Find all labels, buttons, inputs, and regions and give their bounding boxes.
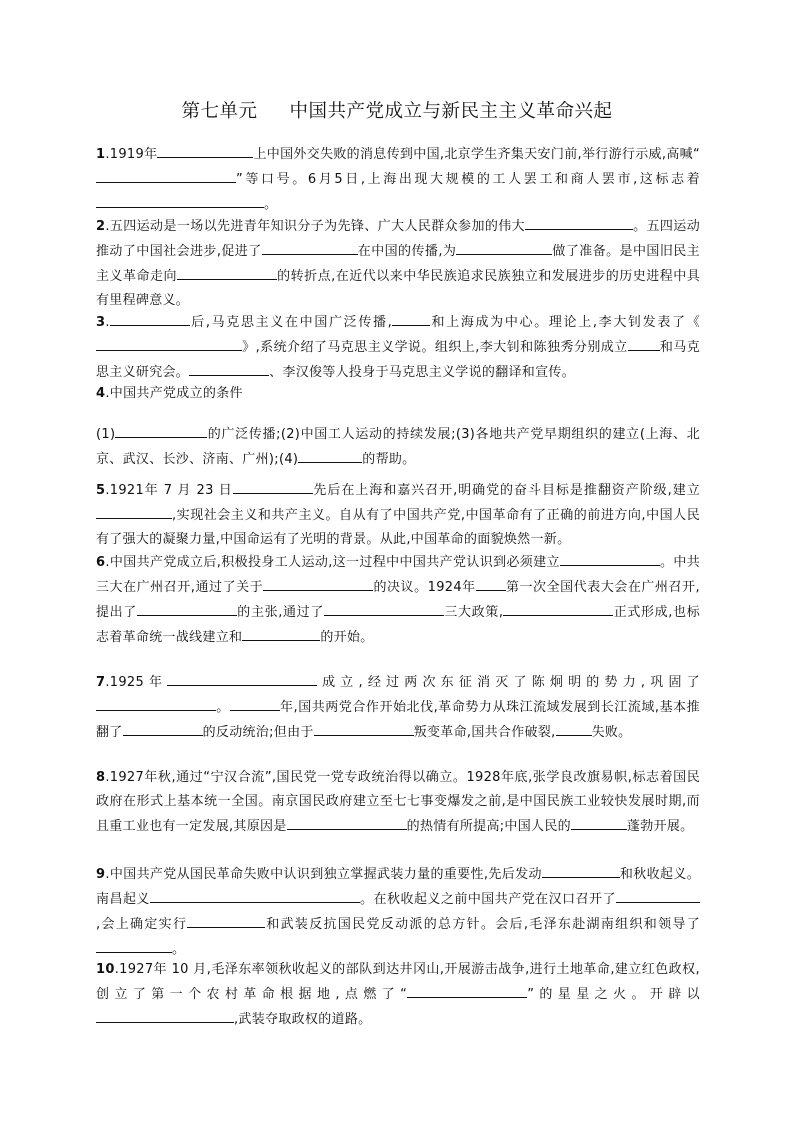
question-text: 的反动统治;但由于 (202, 725, 314, 740)
question-number: 5 (96, 483, 106, 498)
question-text: .1919年 (105, 147, 158, 162)
question-text: 成立,经过两次东征消灭了陈炯明的势力,巩固了 (317, 675, 700, 690)
question-text: 和马克思主义研究会。 (96, 340, 700, 380)
answer-blank[interactable] (314, 720, 414, 736)
question-text: 做了准备。是中国旧民主主义革命走向 (96, 244, 700, 284)
question-number: 3 (96, 315, 106, 330)
question-text: 。在秋收起义之前中国共产党在汉口召开了 (359, 892, 617, 907)
question-4-conditions (96, 422, 700, 472)
question-text: 蓬勃开展。 (626, 819, 694, 834)
question-number: 1 (96, 147, 106, 162)
answer-blank[interactable] (96, 167, 236, 183)
question-text: 第一次全国代表大会在广州召开,提出了 (96, 580, 700, 620)
question-text: ,武装夺取政权的道路。 (234, 1012, 372, 1027)
question-text: 正式形成,也标志着革命统一战线建立和 (96, 605, 701, 645)
answer-blank[interactable] (503, 600, 613, 616)
answer-blank[interactable] (96, 937, 172, 953)
question-number: 4 (96, 386, 106, 401)
question-5 (96, 478, 700, 552)
answer-blank[interactable] (392, 310, 430, 326)
question-text: 。中共三大在广州召开,通过了关于 (96, 555, 701, 595)
answer-blank[interactable] (137, 600, 237, 616)
answer-blank[interactable] (616, 887, 700, 903)
question-text: 》,系统介绍了马克思主义学说。组织上,李大钊和陈独秀分别成立 (242, 340, 628, 355)
question-text: 的决议。1924年 (373, 580, 476, 595)
answer-blank[interactable] (571, 814, 627, 830)
answer-blank[interactable] (262, 239, 358, 255)
question-number: 10 (96, 962, 115, 977)
answer-blank[interactable] (263, 575, 373, 591)
answer-blank[interactable] (287, 814, 407, 830)
question-text: .中国共产党从国民革命失败中认识到独立掌握武装力量的重要性,先后发动 (105, 867, 542, 882)
question-text: 的开始。 (320, 630, 374, 645)
question-text: ”的星星之火。开辟以 (527, 987, 700, 1002)
answer-blank[interactable] (556, 720, 592, 736)
question-number: 8 (96, 770, 106, 785)
question-text: .1927年 10 月,毛泽东率领秋收起义的部队到达井冈山,开展游击战争,进行土地革命,建立红色政权,创立了第一个农村革命根据地,点燃了“ (96, 962, 700, 1002)
question-text: ”等口号。6月5日,上海出现大规模的工人罢工和商人罢市,这标志着 (236, 172, 700, 187)
page-title: 第七单元 中国共产党成立与新民主主义革命兴起 (181, 101, 613, 122)
question-text: 和秋收起义。南昌起义 (96, 867, 700, 907)
question-text: . (105, 315, 110, 330)
question-4 (96, 382, 700, 406)
answer-blank[interactable] (177, 264, 277, 280)
question-text: 。五四运动推动了中国社会进步,促进了 (96, 219, 700, 259)
question-text: 年,国共两党合作开始北伐,革命势力从珠江流域发展到长江流域,基本推翻了 (96, 700, 700, 740)
question-8 (96, 766, 700, 839)
answer-blank[interactable] (560, 550, 660, 566)
question-1 (96, 142, 700, 217)
answer-blank[interactable] (96, 335, 242, 351)
answer-blank[interactable] (542, 862, 620, 878)
question-text: 。 (172, 942, 186, 957)
answer-blank[interactable] (96, 503, 172, 519)
question-2 (96, 214, 700, 313)
question-3 (96, 310, 700, 385)
question-text: .五四运动是一场以先进青年知识分子为先锋、广大人民群众参加的伟大 (105, 219, 526, 234)
question-text: .中国共产党成立的条件 (105, 386, 243, 401)
answer-blank[interactable] (628, 335, 660, 351)
answer-blank[interactable] (96, 695, 216, 711)
question-text: 的广泛传播;(2)中国工人运动的持续发展;(3)各地共产党早期组织的建立(上海、北京、武汉、长沙、济南、广州);(4) (96, 427, 700, 467)
question-text: 。 (264, 197, 278, 212)
question-text: ,会上确定实行 (96, 917, 188, 932)
question-text: 。 (216, 700, 230, 715)
answer-blank[interactable] (476, 575, 506, 591)
question-text: 失败。 (591, 725, 632, 740)
answer-blank[interactable] (96, 1007, 234, 1023)
question-text: .1925年 (105, 675, 168, 690)
question-7 (96, 670, 700, 745)
answer-blank[interactable] (233, 478, 313, 494)
question-text: 后,马克思主义在中国广泛传播, (189, 315, 393, 330)
answer-blank[interactable] (157, 142, 253, 158)
answer-blank[interactable] (150, 887, 360, 903)
question-number: 2 (96, 219, 106, 234)
question-text: 的帮助。 (362, 452, 416, 467)
question-9 (96, 862, 700, 962)
answer-blank[interactable] (230, 695, 280, 711)
question-text: 和上海成为中心。理论上,李大钊发表了《 (430, 315, 700, 330)
question-number: 9 (96, 867, 106, 882)
question-6 (96, 550, 700, 650)
question-number: 6 (96, 555, 106, 570)
answer-blank[interactable] (407, 982, 527, 998)
question-text: 在中国的传播,为 (357, 244, 457, 259)
question-text: 的转折点,在近代以来中华民族追求民族独立和发展进步的历史进程中具有里程碑意义。 (96, 269, 700, 308)
question-text: (1) (96, 427, 116, 442)
answer-blank[interactable] (242, 625, 320, 641)
answer-blank[interactable] (187, 912, 265, 928)
answer-blank[interactable] (189, 360, 269, 376)
question-text: 的热情有所提高;中国人民的 (406, 819, 571, 834)
answer-blank[interactable] (167, 670, 317, 686)
question-text: .1921年 7 月 23 日 (105, 483, 233, 498)
answer-blank[interactable] (324, 600, 444, 616)
question-text: .中国共产党成立后,积极投身工人运动,这一过程中中国共产党认识到必须建立 (105, 555, 560, 570)
question-text: 叛变革命,国共合作破裂, (413, 725, 556, 740)
answer-blank[interactable] (298, 447, 362, 463)
question-text: .1927年秋,通过“宁汉合流”,国民党一党专政统治得以确立。1928年底,张学良改旗易帜,标志着国民政府在形式上基本统一全国。南京国民政府建立至七七事变爆发之前,是中国民族工业较快发展时期,而且重工业也有一定发展,其原因是 (96, 770, 700, 834)
question-text: 、李汉俊等人投身于马克思主义学说的翻译和宣传。 (269, 365, 576, 380)
answer-blank[interactable] (96, 192, 264, 208)
question-text: 和武装反抗国民党反动派的总方针。会后,毛泽东赴湖南组织和领导了 (265, 917, 700, 932)
answer-blank[interactable] (115, 422, 207, 438)
question-text: 先后在上海和嘉兴召开,明确党的奋斗目标是推翻资产阶级,建立 (312, 483, 701, 498)
question-10 (96, 958, 700, 1032)
question-text: 三大政策, (443, 605, 504, 620)
answer-blank[interactable] (123, 720, 203, 736)
question-text: ,实现社会主义和共产主义。自从有了中国共产党,中国革命有了正确的前进方向,中国人民有了强大的凝聚力量,中国命运有了光明的背景。从此,中国革命的面貌焕然一新。 (96, 508, 700, 547)
answer-blank[interactable] (525, 214, 633, 230)
answer-blank[interactable] (110, 310, 190, 326)
question-number: 7 (96, 675, 106, 690)
answer-blank[interactable] (456, 239, 552, 255)
question-text: 的主张,通过了 (236, 605, 324, 620)
question-text: 上中国外交失败的消息传到中国,北京学生齐集天安门前,举行游行示威,高喊“ (253, 147, 700, 162)
